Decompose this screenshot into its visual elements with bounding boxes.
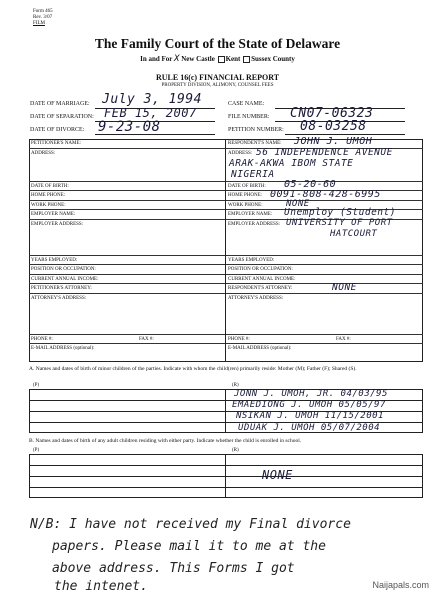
respondent-work-phone-value[interactable]: NONE [286,199,310,209]
court-title: The Family Court of the State of Delaware [94,36,341,51]
petition-number-line [285,134,405,135]
section-b-petitioner-label: (P) [33,448,40,453]
respondent-employer-value[interactable]: Unemploy (Student) [284,207,396,218]
respondent-phone-label: PHONE #: [228,336,250,342]
respondent-attorney-address-row[interactable] [226,294,423,335]
kent-checkbox[interactable] [218,56,225,63]
kent-label: Kent [225,55,241,63]
petitioner-position-row[interactable] [29,265,225,275]
respondent-dob-label: DATE OF BIRTH: [228,183,266,189]
file-number-value[interactable]: CN07-06323 [290,106,374,121]
rule-title: RULE 16(c) FINANCIAL REPORT [155,73,280,82]
note-line-1: N/B: I have not received my Final divorce [30,517,351,532]
in-and-for-label: In and For [140,55,173,63]
petitioner-employer-address-label: EMPLOYER ADDRESS: [31,221,84,227]
respondent-phone-row[interactable] [226,335,423,345]
date-of-separation-label: DATE OF SEPARATION: [30,114,94,120]
child-4[interactable]: UDUAK J. UMOH 05/07/2004 [238,423,381,433]
date-of-marriage-value[interactable]: July 3, 1994 [102,92,202,107]
respondent-position-row[interactable] [226,265,423,275]
petitioner-employer-row[interactable] [29,210,225,220]
petitioner-years-employed-row[interactable] [29,256,225,266]
section-a-petitioner-label: (P) [33,383,40,388]
respondent-years-employed-row[interactable] [226,256,423,266]
petitioner-attorney-row[interactable] [29,284,225,294]
sussex-checkbox[interactable] [243,56,250,63]
petitioner-fax-label: FAX #: [139,336,154,342]
petition-number-label: PETITION NUMBER: [228,127,284,133]
date-of-divorce-label: DATE OF DIVORCE: [30,127,85,133]
form-revision: Rev. 3/07 [33,15,53,20]
petitioner-income-label: CURRENT ANNUAL INCOME: [31,276,99,282]
section-a-text: A. Names and dates of birth of minor children of the parties. Indicate with whom the child(ren) primarily reside: Mother (M); Father (F); Shared (S). [29,366,357,372]
respondent-attorney-row[interactable] [226,284,423,294]
petitioner-work-phone-label: WORK PHONE: [31,202,66,208]
section-b-row-line-2 [29,476,423,477]
petitioner-employer-address-row[interactable] [29,220,225,256]
respondent-income-row[interactable] [226,275,423,285]
respondent-email-row[interactable] [226,344,423,354]
respondent-dob-value[interactable]: 05-20-60 [284,179,337,190]
child-2[interactable]: EMAEDIONG J. UMOH 05/05/97 [232,400,386,410]
petitioner-name-row[interactable] [29,139,225,149]
respondent-email-label: E-MAIL ADDRESS (optional): [228,346,292,351]
petitioner-name-label: PETITIONER'S NAME: [31,141,81,146]
file-number-label: FILE NUMBER: [228,114,270,120]
section-b-value[interactable]: NONE [262,468,293,482]
note-line-2: papers. Please mail it to me at the [52,539,326,554]
section-b-row-line-3 [29,487,423,488]
new-castle-label: New Castle [181,55,215,63]
petitioner-email-label: E-MAIL ADDRESS (optional): [31,346,95,351]
petitioner-phone-label: PHONE #: [31,336,53,342]
respondent-address-line3[interactable]: NIGERIA [231,169,275,180]
respondent-home-phone-value[interactable]: 0091-808-428-6995 [270,189,381,200]
respondent-address-line2[interactable]: ARAK-AKWA IBOM STATE [229,158,354,169]
petitioner-work-phone-row[interactable] [29,201,225,211]
petitioner-home-phone-row[interactable] [29,191,225,201]
respondent-employer-address-line2[interactable]: HATCOURT [330,229,378,239]
section-b-row-line-1 [29,465,423,466]
respondent-address-line1[interactable]: 56 INDEPENDENCE AVENUE [256,147,393,158]
sussex-label: Sussex County [251,55,295,63]
petitioner-phone-row[interactable] [29,335,225,345]
respondent-fax-label: FAX #: [336,336,351,342]
note-line-4: the intenet. [54,579,148,594]
watermark-text: Naijapals.com [372,580,429,590]
note-line-3: above address. This Forms I got [52,561,295,576]
petitioner-address-row[interactable] [29,149,225,182]
respondent-work-phone-label: WORK PHONE: [228,202,263,208]
child-1[interactable]: JONN J. UMOH, JR. 04/03/95 [234,389,388,399]
section-b-respondent-label: (R) [232,448,239,453]
respondent-name-value[interactable]: JOHN J. UMOH [294,136,373,147]
respondent-income-label: CURRENT ANNUAL INCOME: [228,276,296,282]
child-3[interactable]: NSIKAN J. UMOH 11/15/2001 [236,411,384,421]
section-b-text: B. Names and dates of birth of any adult children residing with either party. Indicate whether the child is enrolled in school. [29,438,302,444]
petitioner-position-label: POSITION OR OCCUPATION: [31,267,96,272]
date-of-marriage-label: DATE OF MARRIAGE: [30,101,90,107]
respondent-employer-label: EMPLOYER NAME: [228,212,273,217]
section-a-respondent-label: (R) [232,383,239,388]
respondent-attorney-label: RESPONDENT'S ATTORNEY: [228,286,293,291]
petitioner-dob-label: DATE OF BIRTH: [31,183,69,189]
county-line [0,54,435,64]
respondent-name-label: RESPONDENT'S NAME: [228,141,282,146]
date-of-separation-value[interactable]: FEB 15, 2007 [104,106,197,120]
date-of-divorce-line [95,134,215,135]
respondent-home-phone-label: HOME PHONE: [228,193,263,198]
respondent-position-label: POSITION OR OCCUPATION: [228,267,293,272]
rule-subtitle: PROPERTY DIVISION, ALIMONY, COUNSEL FEES [161,83,274,88]
form-number: Form 465 [33,9,53,14]
respondent-employer-address-label: EMPLOYER ADDRESS: [228,221,281,227]
petitioner-dob-row[interactable] [29,182,225,192]
date-of-divorce-value[interactable]: 9-23-08 [98,119,161,135]
petitioner-email-row[interactable] [29,344,225,354]
respondent-attorney-value[interactable]: NONE [332,282,357,293]
petition-number-value[interactable]: 08-03258 [300,119,367,134]
respondent-employer-address-line1[interactable]: UNIVERSITY OF PORT [286,218,393,228]
petitioner-address-label: ADDRESS: [31,150,56,156]
petitioner-attorney-address-row[interactable] [29,294,225,335]
petitioner-employer-label: EMPLOYER NAME: [31,212,76,217]
respondent-attorney-address-label: ATTORNEY'S ADDRESS: [228,295,284,301]
petitioner-attorney-label: PETITIONER'S ATTORNEY: [31,286,92,291]
film-label: FILM [33,21,45,26]
respondent-address-label: ADDRESS: [228,150,253,156]
case-name-label: CASE NAME: [228,101,265,107]
petitioner-attorney-address-label: ATTORNEY'S ADDRESS: [31,295,87,301]
petitioner-home-phone-label: HOME PHONE: [31,193,66,198]
petitioner-years-employed-label: YEARS EMPLOYED: [31,257,78,263]
new-castle-checkmark: X [174,54,180,64]
respondent-years-employed-label: YEARS EMPLOYED: [228,257,275,263]
petitioner-income-row[interactable] [29,275,225,285]
